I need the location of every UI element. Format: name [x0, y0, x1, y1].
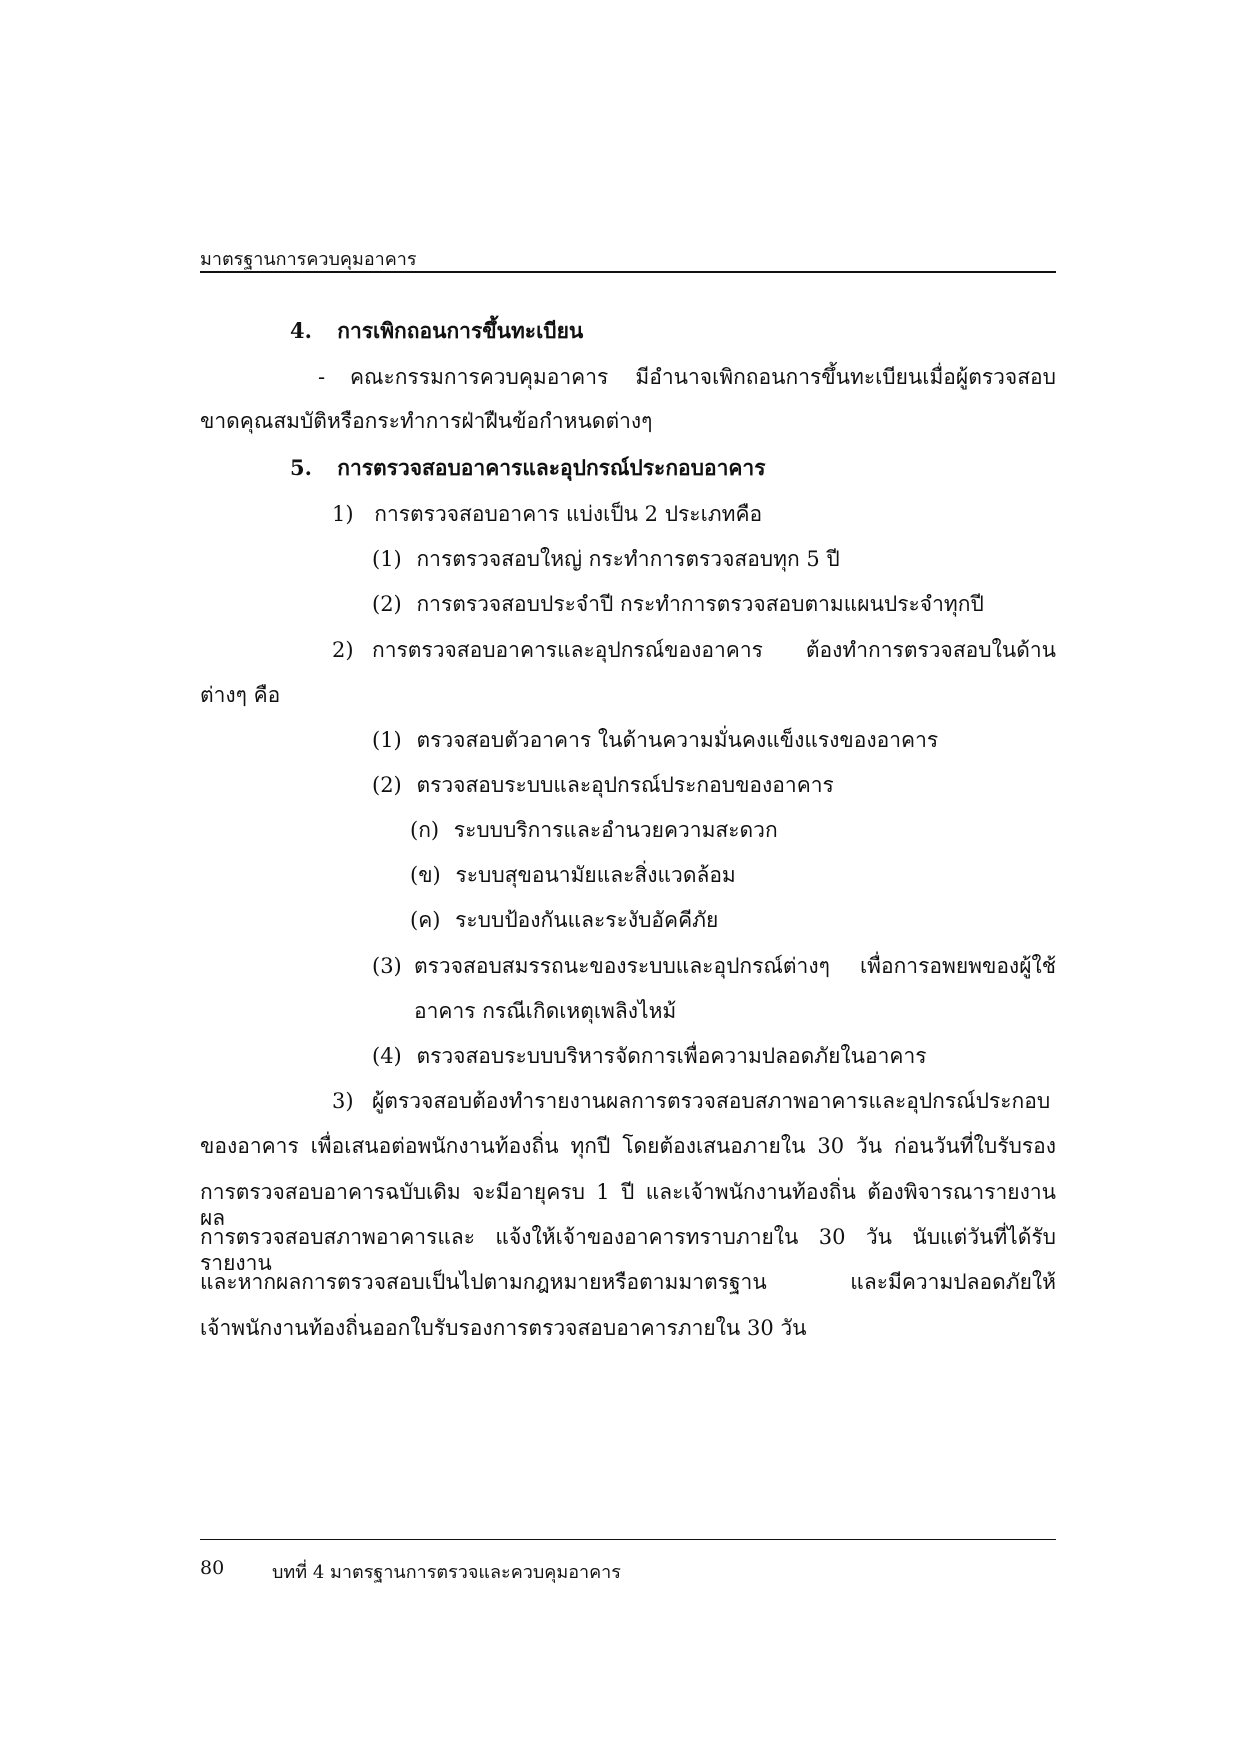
section-5-number: 5.: [290, 455, 312, 480]
chapter-footer: บทที่ 4 มาตรฐานการตรวจและควบคุมอาคาร: [272, 1562, 621, 1583]
item-2-sub-3-number: (3): [372, 954, 402, 978]
item-3-line-6: เจ้าพนักงานท้องถิ่นออกใบรับรองการตรวจสอบอาคารภายใน 30 วัน: [200, 1316, 807, 1340]
item-2-sub-2: [372, 772, 834, 798]
item-2-sub-2-b: [410, 862, 736, 888]
item-2-sub-4-number: (4): [372, 1044, 402, 1068]
header-rule: [200, 271, 1056, 273]
item-2-sub-3-text: ตรวจสอบสมรรถนะของระบบและอุปกรณ์ต่างๆ เพื่อการอพยพของผู้ใช้: [414, 954, 1056, 978]
section-5-heading: [290, 455, 766, 481]
section-4-dash: -: [318, 365, 326, 389]
page-number: 80: [200, 1557, 225, 1579]
item-3-line-5: และหากผลการตรวจสอบเป็นไปตามกฎหมายหรือตามมาตรฐาน และมีความปลอดภัยให้: [200, 1270, 1056, 1294]
item-2-sub-2-number: (2): [372, 773, 402, 797]
item-2-continuation: ต่างๆ คือ: [200, 683, 281, 707]
item-2-number: 2): [332, 638, 354, 662]
item-2-sub-2-c-number: (ค): [410, 908, 441, 932]
section-4-title: การเพิกถอนการขึ้นทะเบียน: [337, 318, 584, 343]
item-1-sub-2: [372, 591, 984, 617]
item-1-text: การตรวจสอบอาคาร แบ่งเป็น 2 ประเภทคือ: [374, 502, 763, 526]
item-2-sub-4: [372, 1043, 927, 1069]
item-2-sub-2-a-text: ระบบบริการและอำนวยความสะดวก: [453, 818, 778, 842]
running-header: มาตรฐานการควบคุมอาคาร: [200, 249, 417, 270]
item-3-line-4: การตรวจสอบสภาพอาคารและ แจ้งให้เจ้าของอาคารทราบภายใน 30 วัน นับแต่วันที่ได้รับรายงาน: [200, 1225, 1056, 1275]
section-4-line-1: คณะกรรมการควบคุมอาคาร มีอำนาจเพิกถอนการขึ้นทะเบียนเมื่อผู้ตรวจสอบ: [350, 365, 1056, 389]
item-2-sub-3-continuation: อาคาร กรณีเกิดเหตุเพลิงไหม้: [414, 999, 677, 1023]
footer-rule: [200, 1539, 1056, 1540]
item-2-sub-1-text: ตรวจสอบตัวอาคาร ในด้านความมั่นคงแข็งแรงของอาคาร: [416, 728, 939, 752]
item-3-line-2: ของอาคาร เพื่อเสนอต่อพนักงานท้องถิ่น ทุกปี โดยต้องเสนอภายใน 30 วัน ก่อนวันที่ใบรับรอง: [200, 1134, 1056, 1158]
item-2-sub-2-b-text: ระบบสุขอนามัยและสิ่งแวดล้อม: [455, 863, 736, 887]
section-4-heading: [290, 318, 583, 344]
item-1-number: 1): [332, 502, 354, 526]
item-2-text: การตรวจสอบอาคารและอุปกรณ์ของอาคาร ต้องทำการตรวจสอบในด้าน: [372, 638, 1056, 662]
item-3-line-3: การตรวจสอบอาคารฉบับเดิม จะมีอายุครบ 1 ปี และเจ้าพนักงานท้องถิ่น ต้องพิจารณารายงานผล: [200, 1180, 1056, 1230]
item-2-sub-2-a: [410, 817, 778, 843]
item-1-sub-1-text: การตรวจสอบใหญ่ กระทำการตรวจสอบทุก 5 ปี: [416, 547, 840, 571]
item-3-line-1: ผู้ตรวจสอบต้องทำรายงานผลการตรวจสอบสภาพอาคารและอุปกรณ์ประกอบ: [372, 1089, 1051, 1113]
item-1-sub-1-number: (1): [372, 547, 402, 571]
item-2-sub-2-c-text: ระบบป้องกันและระงับอัคคีภัย: [455, 908, 719, 932]
item-2-sub-2-a-number: (ก): [410, 818, 440, 842]
item-1-sub-2-text: การตรวจสอบประจำปี กระทำการตรวจสอบตามแผนประจำทุกปี: [416, 592, 984, 616]
item-1-sub-2-number: (2): [372, 592, 402, 616]
item-2-sub-1: [372, 727, 938, 753]
section-5-title: การตรวจสอบอาคารและอุปกรณ์ประกอบอาคาร: [337, 455, 766, 480]
item-2-sub-2-b-number: (ข): [410, 863, 441, 887]
item-1-sub-1: [372, 546, 840, 572]
item-3-number: 3): [332, 1089, 354, 1113]
item-2-sub-2-text: ตรวจสอบระบบและอุปกรณ์ประกอบของอาคาร: [416, 773, 834, 797]
item-1: [332, 501, 762, 527]
item-2-sub-2-c: [410, 907, 718, 933]
item-2-sub-1-number: (1): [372, 728, 402, 752]
item-2-sub-4-text: ตรวจสอบระบบบริหารจัดการเพื่อความปลอดภัยในอาคาร: [416, 1044, 927, 1068]
section-4-line-2: ขาดคุณสมบัติหรือกระทำการฝ่าฝืนข้อกำหนดต่างๆ: [200, 409, 653, 433]
section-4-number: 4.: [290, 318, 312, 343]
